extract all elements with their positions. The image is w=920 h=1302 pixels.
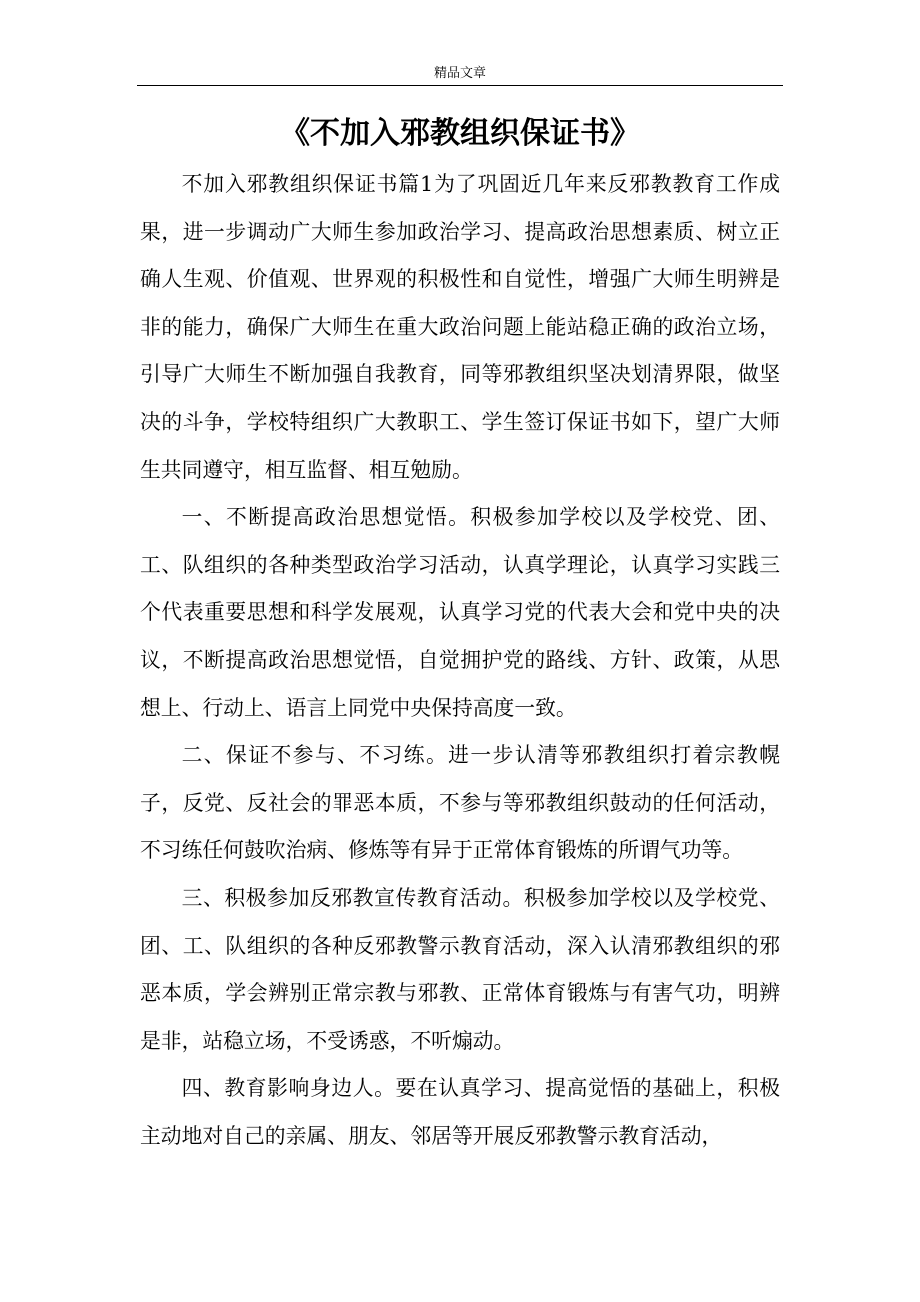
document-body — [140, 161, 780, 1160]
document-title: 《不加入邪教组织保证书》 — [280, 116, 640, 151]
paragraph-point-3: 三、积极参加反邪教宣传教育活动。积极参加学校以及学校党、团、工、队组织的各种反邪教警示教育活动，深入认清邪教组织的邪恶本质，学会辨别正常宗教与邪教、正常体育锻炼与有害气功，明辨是非，站稳立场，不受诱惑，不听煽动。 — [140, 885, 780, 1053]
paragraph-point-1: 一、不断提高政治思想觉悟。积极参加学校以及学校党、团、工、队组织的各种类型政治学习活动，认真学理论，认真学习实践三个代表重要思想和科学发展观，认真学习党的代表大会和党中央的决议，不断提高政治思想觉悟，自觉拥护党的路线、方针、政策，从思想上、行动上、语言上同党中央保持高度一致。 — [140, 505, 780, 720]
paragraph-point-4: 四、教育影响身边人。要在认真学习、提高觉悟的基础上，积极主动地对自己的亲属、朋友、邻居等开展反邪教警示教育活动， — [140, 1076, 780, 1148]
header-divider — [137, 85, 783, 86]
paragraph-point-2: 二、保证不参与、不习练。进一步认清等邪教组织打着宗教幌子，反党、反社会的罪恶本质，不参与等邪教组织鼓动的任何活动，不习练任何鼓吹治病、修炼等有异于正常体育锻炼的所谓气功等。 — [140, 743, 780, 863]
page-header: 精品文章 — [433, 66, 486, 81]
paragraph-intro: 不加入邪教组织保证书篇1为了巩固近几年来反邪教教育工作成果，进一步调动广大师生参加政治学习、提高政治思想素质、树立正确人生观、价值观、世界观的积极性和自觉性，增强广大师生明辨是非的能力，确保广大师生在重大政治问题上能站稳正确的政治立场，引导广大师生不断加强自我教育，同等邪教组织坚决划清界限，做坚决的斗争，学校特组织广大教职工、学生签订保证书如下，望广大师生共同遵守，相互监督、相互勉励。 — [140, 172, 780, 482]
